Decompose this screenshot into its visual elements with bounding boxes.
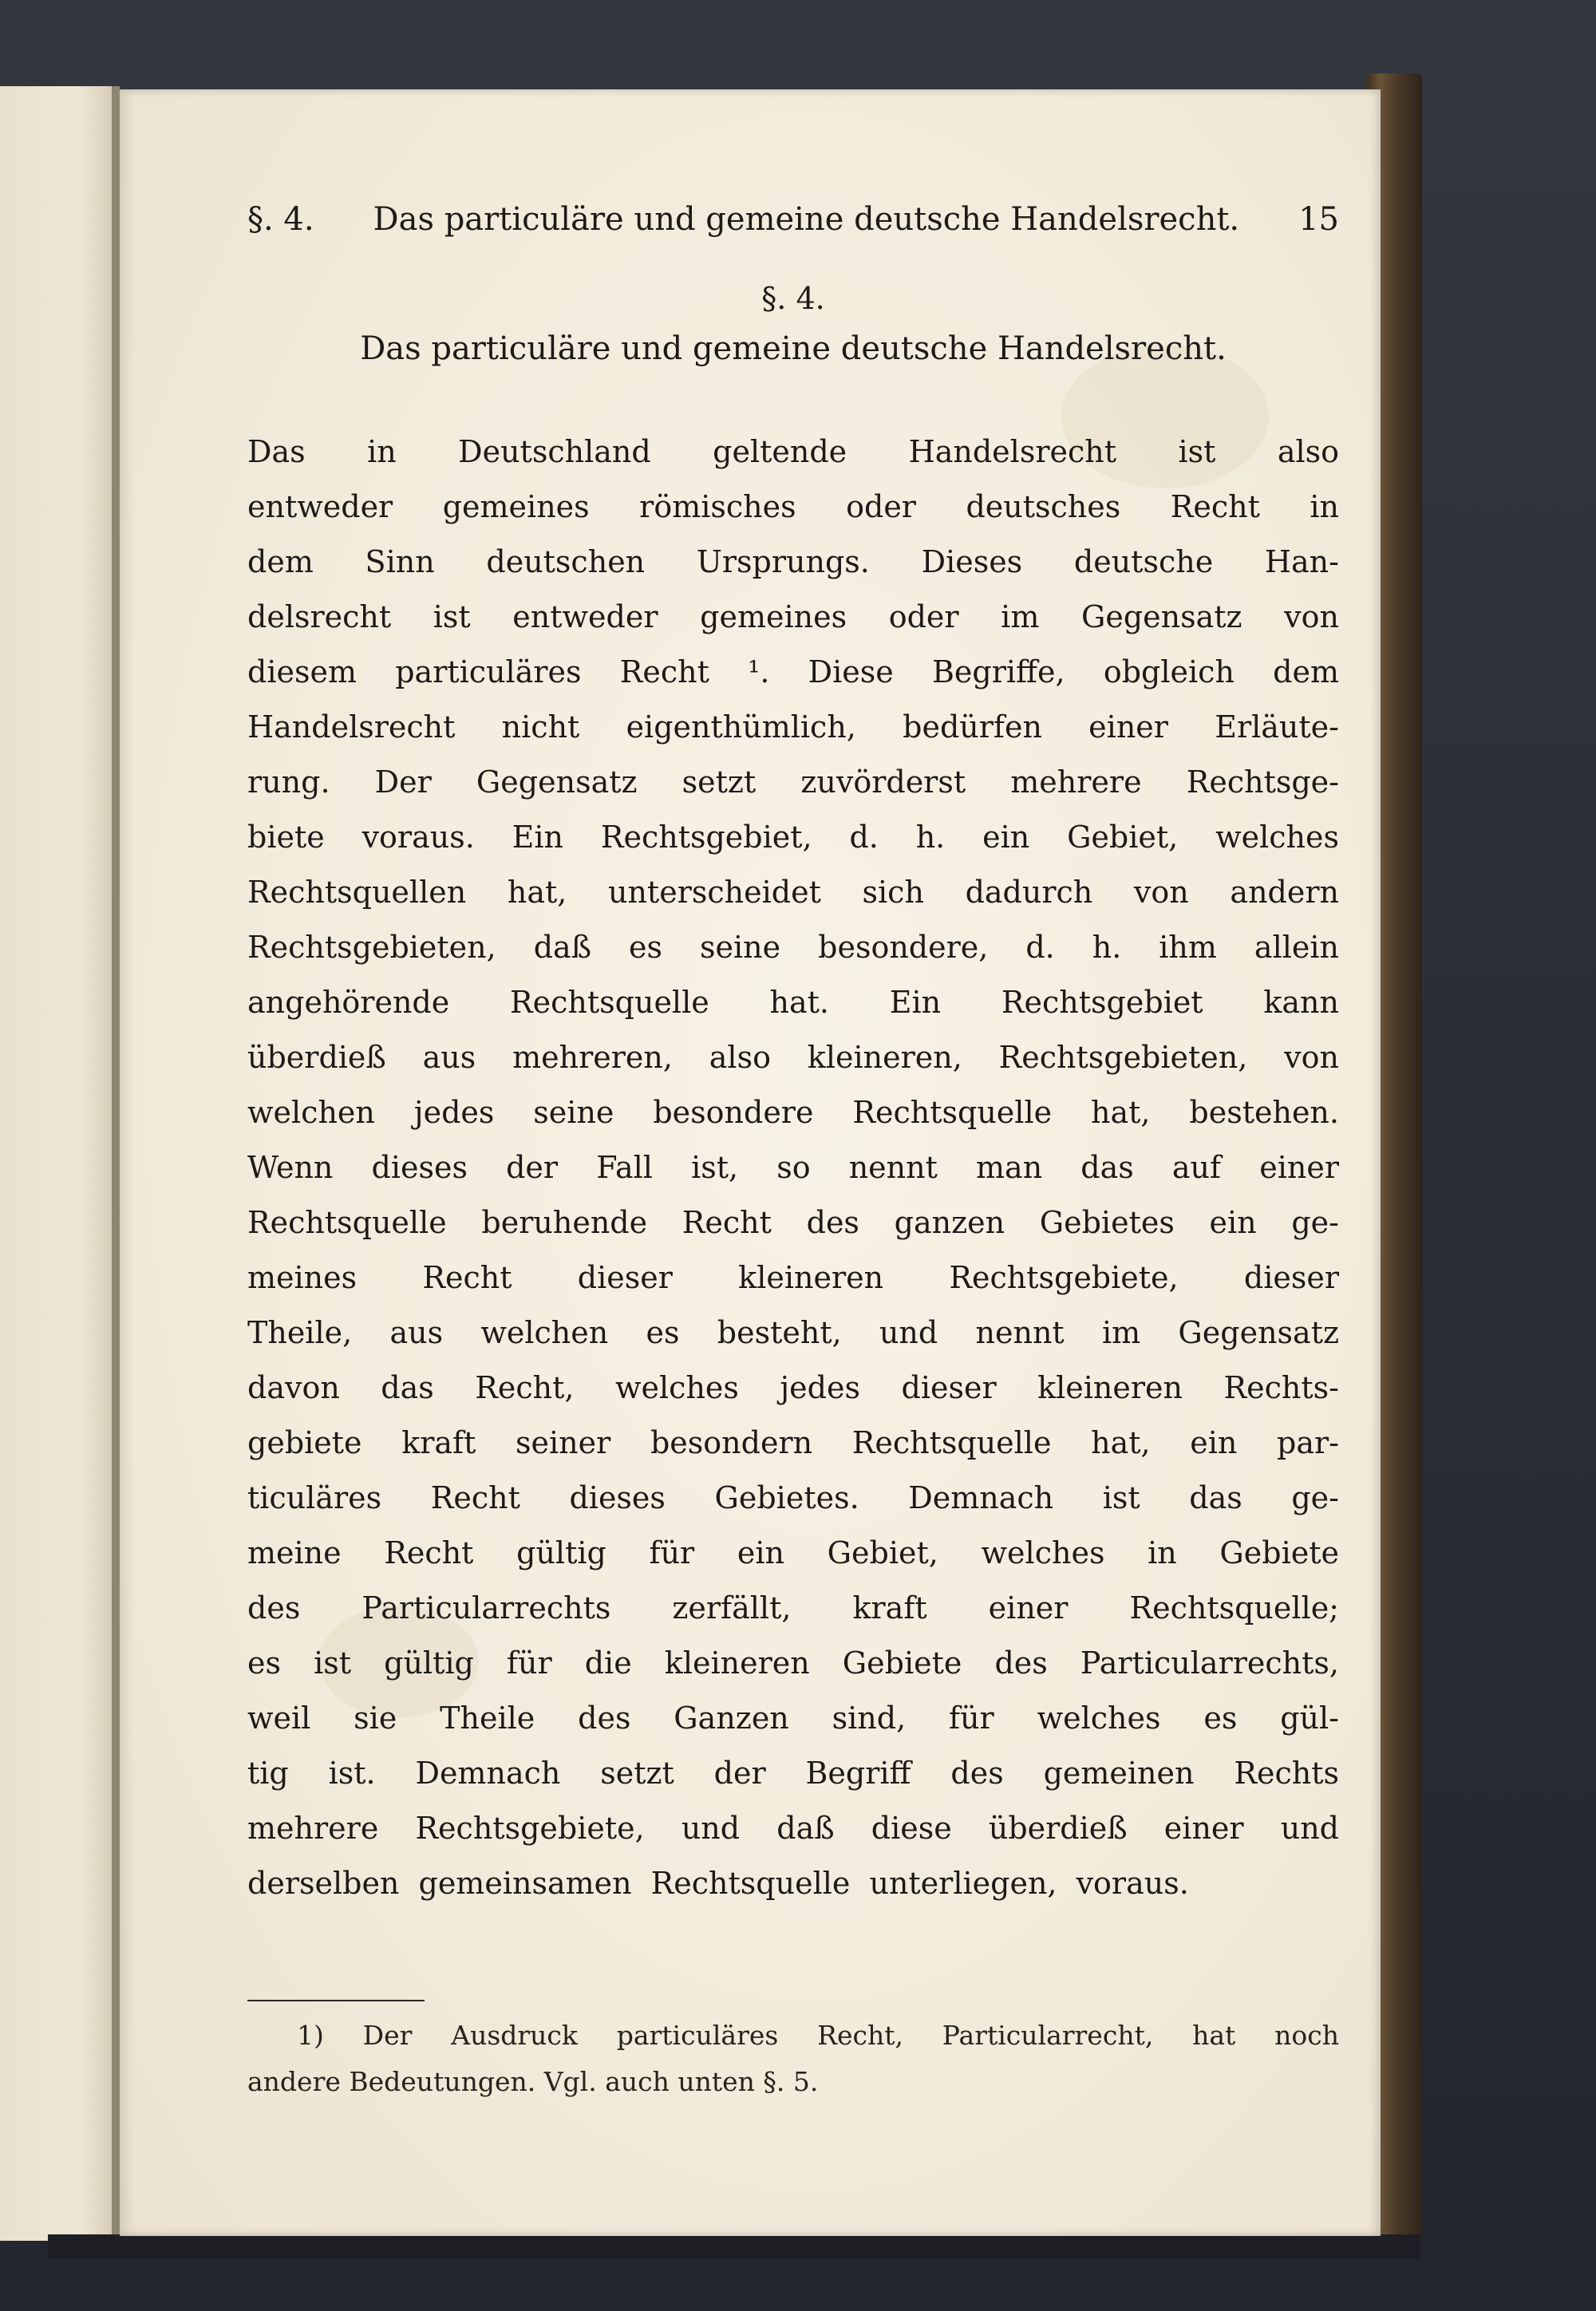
text-line: mehrere Rechtsgebiete, und daß diese überdieß einer und — [247, 1811, 1339, 1846]
text-line: delsrecht ist entweder gemeines oder im Gegensatz von — [247, 599, 1339, 634]
running-head-title: Das particuläre und gemeine deutsche Handelsrecht. — [373, 201, 1240, 238]
text-line: tig ist. Demnach setzt der Begriff des gemeinen Rechts — [247, 1756, 1339, 1791]
text-line: des Particularrechts zerfällt, kraft einer Rechtsquelle; — [247, 1590, 1339, 1626]
text-line: überdieß aus mehreren, also kleineren, Rechtsgebieten, von — [247, 1040, 1339, 1075]
text-line: rung. Der Gegensatz setzt zuvörderst mehrere Rechtsge- — [247, 764, 1339, 800]
text-line: meines Recht dieser kleineren Rechtsgebiete, dieser — [247, 1260, 1339, 1295]
text-line: entweder gemeines römisches oder deutsches Recht in — [247, 489, 1339, 524]
text-line: diesem particuläres Recht ¹. Diese Begriffe, obgleich dem — [247, 654, 1339, 689]
text-line: Rechtsquellen hat, unterscheidet sich dadurch von andern — [247, 875, 1339, 910]
text-line: gebiete kraft seiner besondern Rechtsquelle hat, ein par- — [247, 1425, 1339, 1460]
text-line: weil sie Theile des Ganzen sind, für welches es gül- — [247, 1701, 1339, 1736]
text-line: ticuläres Recht dieses Gebietes. Demnach ist das ge- — [247, 1480, 1339, 1515]
text-line: meine Recht gültig für ein Gebiet, welches in Gebiete — [247, 1535, 1339, 1570]
text-line: angehörende Rechtsquelle hat. Ein Rechtsgebiet kann — [247, 985, 1339, 1020]
text-line: Wenn dieses der Fall ist, so nennt man das auf einer — [247, 1150, 1339, 1185]
footnote-line: andere Bedeutungen. Vgl. auch unten §. 5. — [247, 2066, 819, 2097]
facing-page-edge — [0, 86, 114, 2241]
text-line: Das in Deutschland geltende Handelsrecht ist also — [247, 434, 1339, 469]
section-heading — [247, 275, 1339, 375]
text-line: es ist gültig für die kleineren Gebiete des Particularrechts, — [247, 1645, 1339, 1681]
section-number: §. 4. — [761, 281, 825, 316]
footnote — [247, 2013, 1339, 2105]
section-title: Das particuläre und gemeine deutsche Handelsrecht. — [360, 330, 1227, 367]
text-line: Theile, aus welchen es besteht, und nennt im Gegensatz — [247, 1315, 1339, 1350]
body-text — [247, 425, 1339, 1911]
running-head — [247, 201, 1339, 249]
footnote-rule — [247, 2000, 425, 2001]
text-line: Rechtsquelle beruhende Recht des ganzen Gebietes ein ge- — [247, 1205, 1339, 1240]
book-gutter — [112, 86, 120, 2241]
text-line: derselben gemeinsamen Rechtsquelle unterliegen, voraus. — [247, 1866, 1189, 1901]
footnote-line: 1) Der Ausdruck particuläres Recht, Particularrecht, hat noch — [297, 2020, 1339, 2051]
text-line: dem Sinn deutschen Ursprungs. Dieses deutsche Han- — [247, 544, 1339, 579]
book-cover-bottom — [48, 2234, 1420, 2258]
book-page — [120, 89, 1381, 2236]
running-head-section: §. 4. — [247, 201, 314, 238]
text-line: welchen jedes seine besondere Rechtsquelle hat, bestehen. — [247, 1095, 1339, 1130]
text-line: biete voraus. Ein Rechtsgebiet, d. h. ein Gebiet, welches — [247, 820, 1339, 855]
text-line: Rechtsgebieten, daß es seine besondere, d. h. ihm allein — [247, 930, 1339, 965]
page-number: 15 — [1298, 201, 1339, 238]
text-line: davon das Recht, welches jedes dieser kleineren Rechts- — [247, 1370, 1339, 1405]
text-line: Handelsrecht nicht eigenthümlich, bedürfen einer Erläute- — [247, 709, 1339, 745]
